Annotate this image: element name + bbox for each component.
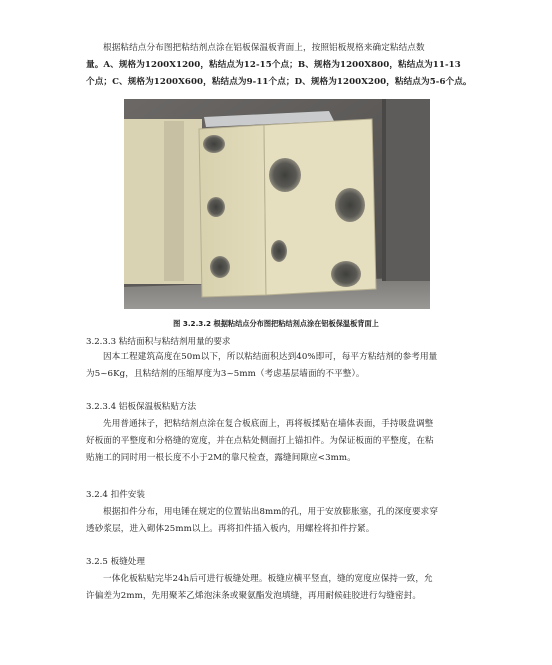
figure-caption: 图 3.2.3.2 根据粘结点分布图把粘结剂点涂在铝板保温板背面上 — [173, 319, 379, 328]
panel-photo-illustration — [124, 99, 430, 309]
adhesive-dot — [210, 256, 230, 278]
intro-line-2: 量。A、规格为1200X1200，粘结点为12-15个点；B、规格为1200X800，粘结点为11-13 — [86, 60, 461, 70]
paragraph-line: 因本工程建筑高度在50m以下，所以粘结面积达到40%即可，每平方粘结剂的参考用量 — [103, 352, 438, 362]
adhesive-dot — [331, 261, 361, 287]
paragraph-line: 为5~6Kg，且粘结剂的压缩厚度为3~5mm（考虑基层墙面的不平整）。 — [86, 369, 365, 379]
heading-3-2-4: 3.2.4 扣件安装 — [86, 490, 145, 500]
adhesive-dot — [207, 197, 225, 217]
paragraph-3-2-5 — [86, 571, 474, 605]
heading-3-2-3-3: 3.2.3.3 粘结面积与粘结剂用量的要求 — [86, 337, 231, 347]
paragraph-3-2-4 — [86, 504, 474, 538]
figure-photo — [124, 99, 430, 309]
paragraph-line: 好板面的平整度和分格缝的宽度，并在点粘处侧面打上锚扣件。为保证板面的平整度，在粘 — [86, 436, 434, 446]
adhesive-dot — [269, 158, 301, 192]
adhesive-dot — [271, 240, 287, 262]
paragraph-line: 透砂浆层，进入砌体25mm以上。再将扣件插入板内，用螺栓将扣件拧紧。 — [86, 524, 375, 534]
paragraph-line: 许偏差为2mm，先用聚苯乙烯泡沫条或聚氨酯发泡填缝，再用耐候硅胶进行勾缝密封。 — [86, 591, 422, 601]
paragraph-line: 一体化板粘贴完毕24h后可进行板缝处理。板缝应横平竖直，缝的宽度应保持一致，允 — [103, 574, 433, 584]
intro-line-3: 个点；C、规格为1200X600，粘结点为9-11个点；D、规格为1200X200，粘结点为5-6个点。 — [86, 77, 472, 87]
heading-3-2-3-4: 3.2.3.4 铝板保温板粘贴方法 — [86, 402, 197, 412]
paragraph-3-2-3-3 — [86, 349, 474, 383]
paragraph-line: 根据扣件分布，用电锤在规定的位置钻出8mm的孔，用于安放膨胀塞，孔的深度要求穿 — [103, 507, 439, 517]
back-panel-edge — [164, 121, 184, 281]
paragraph-3-2-3-4 — [86, 416, 474, 467]
wall-pillar — [382, 99, 430, 281]
adhesive-dot — [335, 188, 365, 222]
intro-paragraph — [86, 40, 474, 91]
back-panel — [124, 119, 202, 284]
intro-line-1: 根据粘结点分布图把粘结剂点涂在铝板保温板背面上，按照铝板规格来确定粘结点数 — [103, 43, 425, 53]
adhesive-dot — [203, 135, 225, 153]
heading-3-2-5: 3.2.5 板缝处理 — [86, 557, 145, 567]
pillar-shadow — [382, 99, 386, 281]
paragraph-line: 先用普通抹子，把粘结剂点涂在复合板底面上，再将板揉贴在墙体表面，手持吸盘调整 — [103, 419, 434, 429]
paragraph-line: 贴施工的同时用一根长度不小于2M的靠尺检查，露缝间隙应<3mm。 — [86, 453, 356, 463]
